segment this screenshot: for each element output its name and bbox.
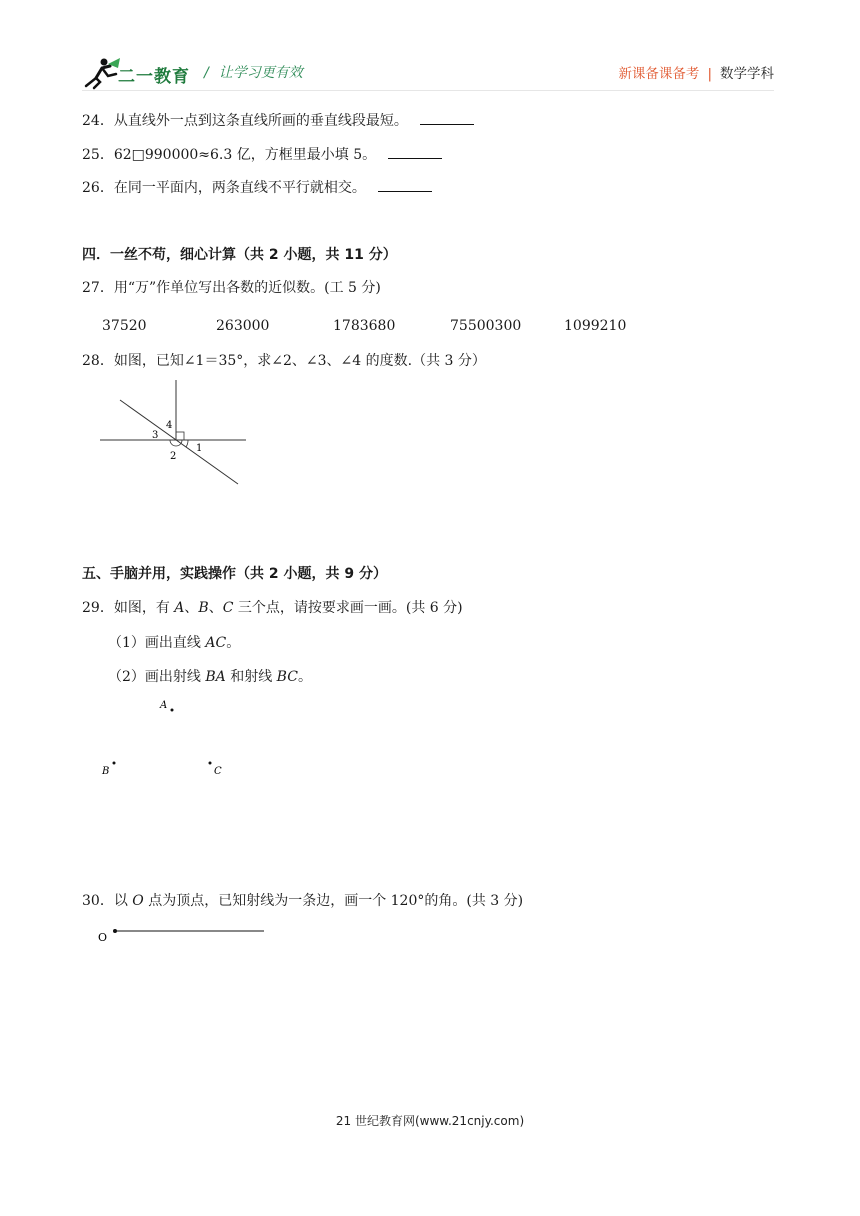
q29-point-b: B xyxy=(198,600,209,616)
q29-2-var1: BA xyxy=(205,669,226,685)
angle-1-arc xyxy=(186,440,188,447)
q27-number: 75500300 xyxy=(450,318,522,334)
section-4-heading: 四．一丝不苟，细心计算（共 2 小题，共 11 分） xyxy=(82,247,397,263)
question-28: 28．如图，已知∠1＝35°，求∠2、∠3、∠4 的度数.（共 3 分） xyxy=(82,353,486,369)
header-separator: | xyxy=(707,66,712,82)
question-26 xyxy=(82,178,432,198)
question-26-text: 26．在同一平面内，两条直线不平行就相交。 xyxy=(82,180,366,196)
question-24 xyxy=(82,111,474,131)
q27-number: 1099210 xyxy=(564,318,627,334)
question-29 xyxy=(82,598,463,618)
running-figure-icon xyxy=(82,56,122,90)
q30-ray-figure xyxy=(96,920,276,950)
q29-1-var: AC xyxy=(205,635,227,651)
q30-var: O xyxy=(132,893,144,909)
angle-label-1: 1 xyxy=(196,443,203,454)
q29-2-var2: BC xyxy=(276,669,298,685)
header-course-info xyxy=(618,62,774,82)
q29-2-prefix: （2）画出射线 xyxy=(108,669,206,685)
q27-number: 263000 xyxy=(216,318,270,334)
question-29-part-1 xyxy=(108,633,240,653)
angle-label-3: 3 xyxy=(152,430,159,441)
q30-suffix: 点为顶点，已知射线为一条边，画一个 120°的角。(共 3 分) xyxy=(143,893,524,909)
q29-point-a: A xyxy=(174,600,185,616)
q30-prefix: 30．以 xyxy=(82,893,133,909)
question-29-part-2 xyxy=(108,667,312,687)
point-label-a: A xyxy=(160,700,168,711)
slogan: / 让学习更有效 xyxy=(204,65,303,81)
page-footer: 21 世纪教育网(www.21cnjy.com) xyxy=(335,1114,525,1128)
point-a-dot xyxy=(171,709,174,712)
course-label: 新课备课备考 xyxy=(618,66,700,82)
q29-points-figure xyxy=(96,694,236,784)
question-25 xyxy=(82,145,442,165)
q29-point-c: C xyxy=(222,600,234,616)
point-b-dot xyxy=(113,762,116,765)
q29-sep: 、 xyxy=(208,600,223,616)
q29-suffix: 三个点，请按要求画一画。(共 6 分) xyxy=(233,600,463,616)
q29-2-mid: 和射线 xyxy=(225,669,277,685)
answer-blank-25[interactable] xyxy=(388,145,442,159)
question-24-text: 24．从直线外一点到这条直线所画的垂直线段最短。 xyxy=(82,113,408,129)
slogan-text: 让学习更有效 xyxy=(218,65,303,81)
right-angle-mark xyxy=(176,432,184,440)
point-label-o: O xyxy=(98,931,108,944)
q29-prefix: 29．如图，有 xyxy=(82,600,175,616)
diagonal-line xyxy=(120,400,238,484)
q27-number: 37520 xyxy=(102,318,147,334)
answer-blank-26[interactable] xyxy=(378,178,432,192)
question-30 xyxy=(82,891,523,911)
angle-label-2: 2 xyxy=(170,451,177,462)
page-header xyxy=(82,52,774,92)
logo-text: 二一教育 xyxy=(118,67,190,87)
answer-blank-24[interactable] xyxy=(420,111,474,125)
point-c-dot xyxy=(209,762,212,765)
point-label-b: B xyxy=(102,766,110,777)
section-5-heading: 五、手脑并用，实践操作（共 2 小题，共 9 分） xyxy=(82,566,387,582)
q28-angle-figure xyxy=(100,380,250,490)
point-label-c: C xyxy=(214,766,222,777)
q29-1-suffix: 。 xyxy=(226,635,241,651)
q29-2-suffix: 。 xyxy=(297,669,312,685)
question-25-text: 25．62□990000≈6.3 亿，方框里最小填 5。 xyxy=(82,147,377,163)
q27-number: 1783680 xyxy=(333,318,396,334)
angle-label-4: 4 xyxy=(166,420,173,431)
header-divider xyxy=(82,90,774,91)
question-27: 27．用“万”作单位写出各数的近似数。(工 5 分) xyxy=(82,280,381,296)
q29-1-prefix: （1）画出直线 xyxy=(108,635,206,651)
logo xyxy=(82,56,192,92)
q29-sep: 、 xyxy=(184,600,199,616)
subject-label: 数学学科 xyxy=(720,66,774,82)
